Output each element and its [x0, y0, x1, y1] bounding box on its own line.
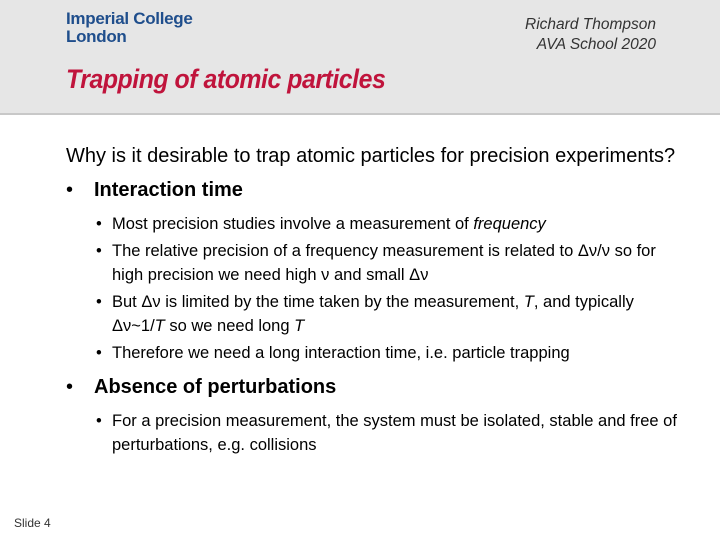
imperial-college-logo: [66, 10, 193, 46]
bullet-icon: •: [66, 376, 74, 398]
slide-title: Trapping of atomic particles: [66, 64, 386, 94]
list-item-emphasis: T: [523, 293, 534, 311]
bullet-icon: •: [66, 179, 74, 201]
perturbations-list: [66, 409, 686, 457]
bullet-icon: •: [96, 215, 102, 233]
slide-content: [66, 142, 686, 465]
section-heading-interaction-time: [66, 176, 686, 204]
list-item-text: , and typically Δν~1/: [112, 293, 634, 335]
slide-number: Slide 4: [14, 516, 51, 530]
logo-line2: London: [66, 27, 127, 46]
bullet-icon: •: [96, 412, 102, 430]
section-heading-text: Absence of perturbations: [94, 376, 337, 398]
list-item-text: For a precision measurement, the system must be isolated, stable and free of perturbations, e.g. collisions: [112, 412, 677, 454]
list-item-emphasis: T: [154, 317, 165, 335]
list-item-text: Most precision studies involve a measurement of: [112, 215, 474, 233]
logo-line1: Imperial College: [66, 9, 193, 28]
section-heading-absence-of-perturbations: [66, 373, 686, 401]
author-name: Richard Thompson: [525, 16, 656, 33]
list-item-emphasis: T: [294, 317, 305, 335]
bullet-icon: •: [96, 242, 102, 260]
list-item: [66, 341, 686, 365]
interaction-time-list: [66, 212, 686, 365]
bullet-icon: •: [96, 293, 102, 311]
list-item-text: But Δν is limited by the time taken by the measurement,: [112, 293, 524, 311]
list-item: [66, 409, 686, 457]
list-item: [66, 239, 686, 287]
list-item-text: so we need long: [164, 317, 295, 335]
list-item-emphasis: frequency: [473, 215, 546, 233]
section-heading-text: Interaction time: [94, 179, 243, 201]
intro-question: Why is it desirable to trap atomic particles for precision experiments?: [66, 145, 676, 167]
bullet-icon: •: [96, 344, 102, 362]
list-item: [66, 212, 686, 236]
author-block: [525, 15, 656, 55]
header-bar: [0, 0, 720, 115]
list-item-text: Therefore we need a long interaction time, i.e. particle trapping: [112, 344, 570, 362]
list-item: [66, 290, 686, 338]
list-item-text: The relative precision of a frequency measurement is related to Δν/ν so for high precision we need high ν and small Δν: [112, 242, 656, 284]
event-name: AVA School 2020: [536, 36, 656, 53]
